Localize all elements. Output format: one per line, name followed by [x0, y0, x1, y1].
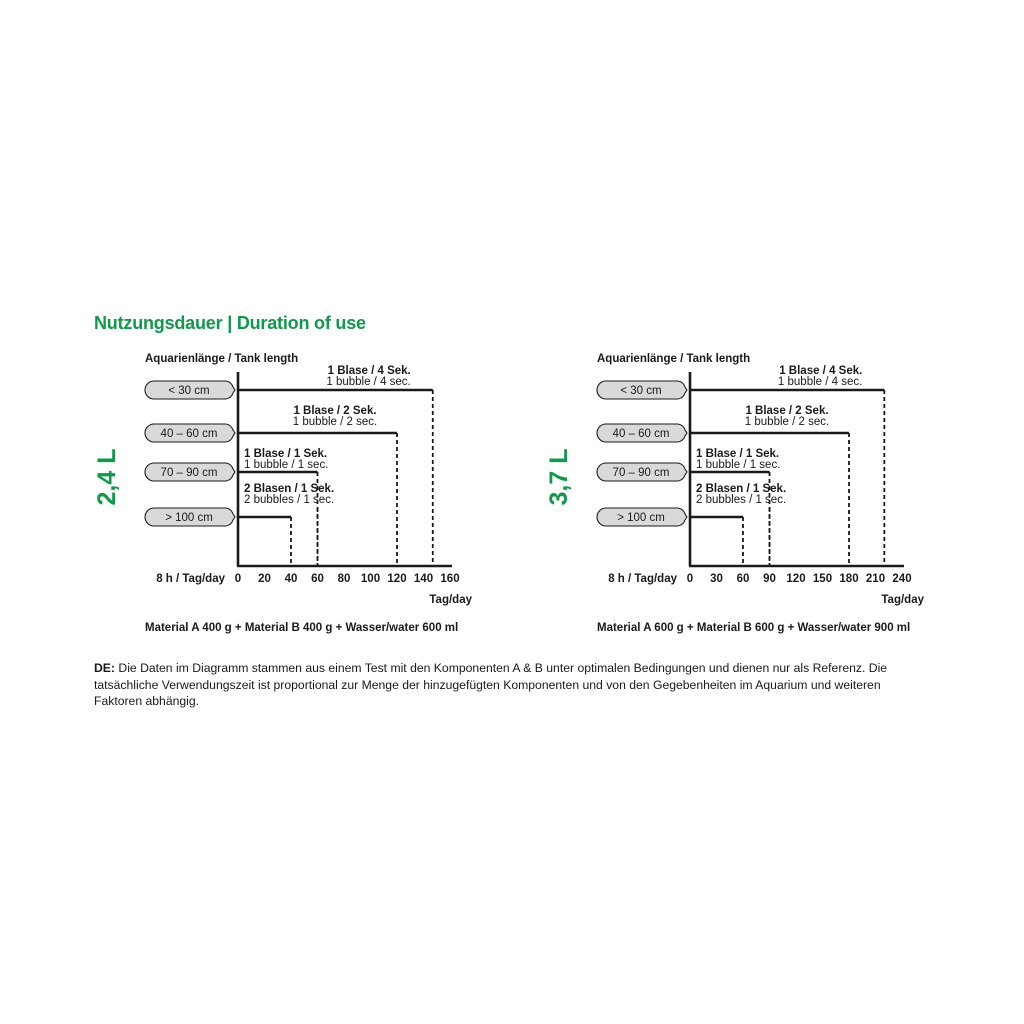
bubble-rate-de: 1 Blase / 1 Sek. — [696, 448, 780, 460]
bubble-rate-en: 1 bubble / 2 sec. — [292, 416, 378, 428]
x-tick-label: 120 — [786, 573, 806, 585]
x-tick-label: 20 — [258, 573, 271, 585]
tank-length-label: 40 – 60 cm — [612, 428, 670, 440]
x-tick-label: 180 — [839, 573, 859, 585]
bubble-rate-en: 1 bubble / 4 sec. — [326, 376, 411, 388]
tank-length-label: < 30 cm — [168, 385, 210, 397]
x-unit-label: Tag/day — [429, 594, 472, 606]
footnote — [94, 660, 930, 710]
x-tick-label: 90 — [763, 573, 776, 585]
bubble-rate-de: 1 Blase / 2 Sek. — [293, 405, 377, 417]
tank-length-label: > 100 cm — [617, 512, 665, 524]
x-row-label: 8 h / Tag/day — [608, 573, 677, 585]
bubble-rate-en: 1 bubble / 1 sec. — [244, 459, 329, 471]
x-tick-label: 60 — [311, 573, 324, 585]
x-tick-label: 210 — [865, 573, 886, 585]
x-tick-label: 100 — [360, 573, 381, 585]
tank-length-label: 70 – 90 cm — [160, 467, 218, 479]
x-tick-label: 0 — [234, 573, 242, 585]
bubble-rate-de: 1 Blase / 4 Sek. — [779, 365, 863, 377]
bubble-rate-de: 1 Blase / 4 Sek. — [327, 365, 411, 377]
chart-svg — [88, 345, 488, 640]
bubble-rate-de: 2 Blasen / 1 Sek. — [696, 483, 787, 495]
bubble-rate-en: 2 bubbles / 1 sec. — [696, 494, 787, 506]
footnote-text: Die Daten im Diagramm stammen aus einem Test mit den Komponenten A & B unter optimalen Bedingungen und dienen nur als Referenz. Die tatsächliche Verwendungszeit ist proportional zur Menge der hinzugefügten Komponenten und von den Gegebenheiten im Aquarium und weiteren Faktoren abhängig. — [94, 661, 888, 708]
x-tick-label: 240 — [892, 573, 912, 585]
x-tick-label: 150 — [812, 573, 833, 585]
volume-label: 3,7 L — [545, 448, 573, 506]
chart-svg — [540, 345, 940, 640]
y-axis-title: Aquarienlänge / Tank length — [145, 353, 299, 365]
tank-length-label: 70 – 90 cm — [612, 467, 670, 479]
tank-length-label: < 30 cm — [620, 385, 662, 397]
bubble-rate-en: 2 bubbles / 1 sec. — [244, 494, 335, 506]
y-axis-title: Aquarienlänge / Tank length — [597, 353, 751, 365]
volume-label: 2,4 L — [93, 448, 121, 506]
x-tick-label: 30 — [710, 573, 723, 585]
materials-caption: Material A 600 g + Material B 600 g + Wasser/water 900 ml — [597, 622, 911, 634]
x-tick-label: 40 — [284, 573, 298, 585]
footnote-lead: DE: — [94, 661, 115, 675]
x-row-label: 8 h / Tag/day — [156, 573, 225, 585]
bubble-rate-de: 1 Blase / 2 Sek. — [745, 405, 829, 417]
x-tick-label: 160 — [440, 573, 460, 585]
x-tick-label: 60 — [736, 573, 750, 585]
x-tick-label: 80 — [337, 573, 351, 585]
bubble-rate-en: 1 bubble / 4 sec. — [777, 376, 863, 388]
tank-length-label: > 100 cm — [165, 512, 213, 524]
tank-length-label: 40 – 60 cm — [160, 428, 218, 440]
bubble-rate-en: 1 bubble / 2 sec. — [744, 416, 830, 428]
x-tick-label: 0 — [686, 573, 694, 585]
duration-chart-small — [88, 345, 488, 640]
x-tick-label: 140 — [413, 573, 434, 585]
x-unit-label: Tag/day — [881, 594, 924, 606]
x-tick-label: 120 — [387, 573, 407, 585]
bubble-rate-de: 2 Blasen / 1 Sek. — [244, 483, 335, 495]
bubble-rate-de: 1 Blase / 1 Sek. — [244, 448, 328, 460]
page-title: Nutzungsdauer | Duration of use — [94, 313, 366, 333]
duration-chart-large — [540, 345, 940, 640]
materials-caption: Material A 400 g + Material B 400 g + Wasser/water 600 ml — [145, 622, 459, 634]
bubble-rate-en: 1 bubble / 1 sec. — [696, 459, 781, 471]
